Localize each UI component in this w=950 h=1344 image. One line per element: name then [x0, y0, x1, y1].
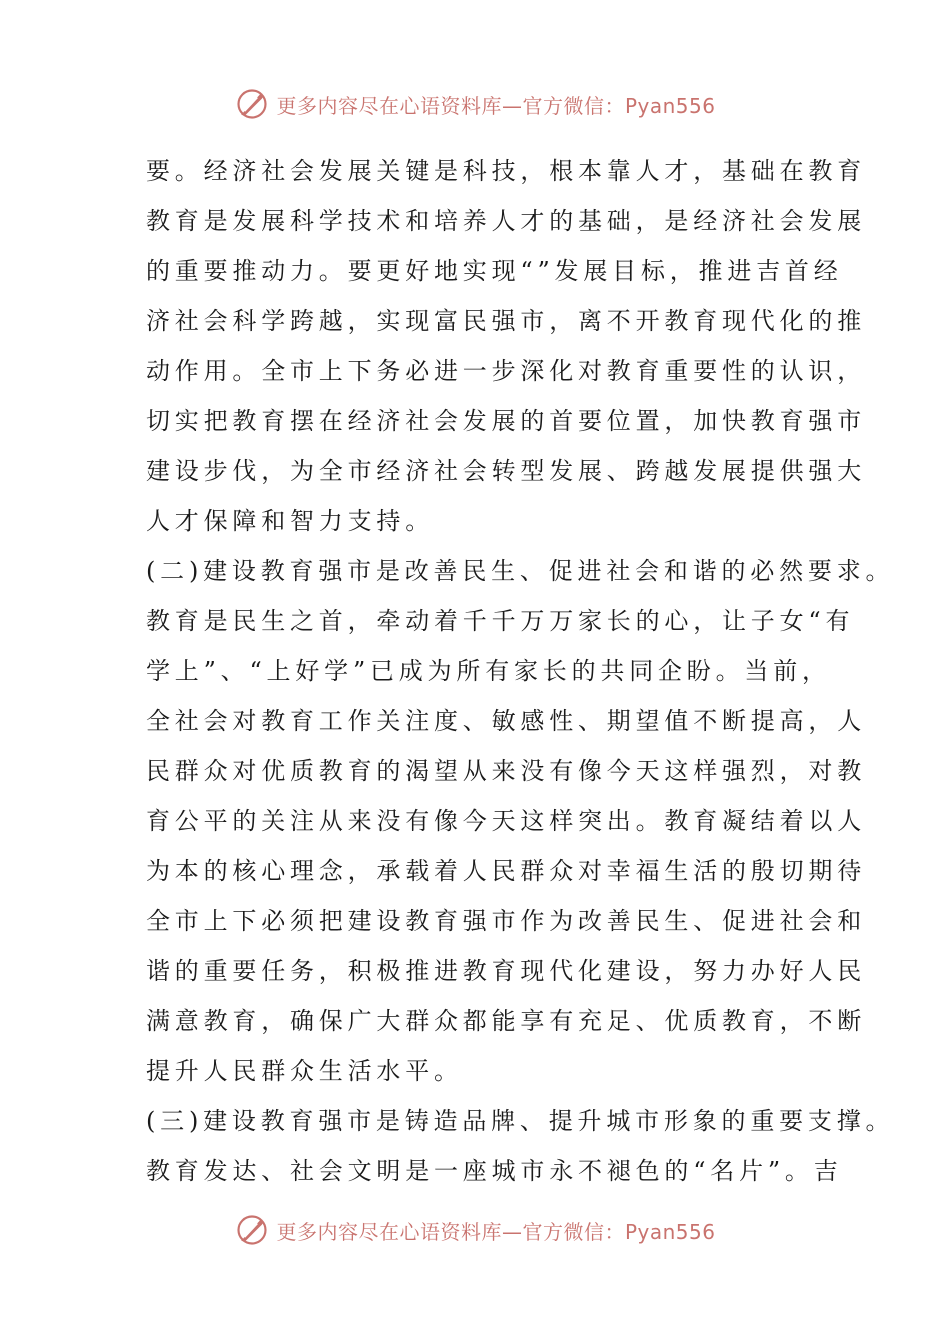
text-line: 教育发达、社会文明是一座城市永不褪色的“名片”。吉 — [146, 1157, 843, 1185]
text-line: 提升人民群众生活水平。 — [146, 1057, 463, 1085]
text-line: 切实把教育摆在经济社会发展的首要位置，加快教育强市 — [146, 407, 866, 435]
quill-logo-icon — [234, 1212, 270, 1248]
watermark-text: 更多内容尽在心语资料库—官方微信：Pyan556 — [276, 93, 716, 118]
text-line: 谐的重要任务，积极推进教育现代化建设，努力办好人民 — [146, 957, 866, 985]
text-line: 人才保障和智力支持。 — [146, 507, 434, 535]
document-body — [146, 146, 895, 1196]
section-heading: (三)建设教育强市是铸造品牌、提升城市形象的重要支撑。 — [146, 1107, 895, 1135]
text-line: 育公平的关注从来没有像今天这样突出。教育凝结着以人 — [146, 807, 866, 835]
watermark-text: 更多内容尽在心语资料库—官方微信：Pyan556 — [276, 1219, 716, 1244]
header-watermark — [0, 82, 950, 126]
text-line: 为本的核心理念，承载着人民群众对幸福生活的殷切期待 — [146, 857, 866, 885]
text-line: 民群众对优质教育的渴望从来没有像今天这样强烈，对教 — [146, 757, 866, 785]
text-line: 建设步伐，为全市经济社会转型发展、跨越发展提供强大 — [146, 457, 866, 485]
quill-logo-icon — [234, 86, 270, 122]
text-line: 满意教育，确保广大群众都能享有充足、优质教育，不断 — [146, 1007, 866, 1035]
text-line: 要。经济社会发展关键是科技，根本靠人才，基础在教育 — [146, 157, 866, 185]
text-line: 学上”、“上好学”已成为所有家长的共同企盼。当前， — [146, 657, 831, 685]
text-line: 济社会科学跨越，实现富民强市，离不开教育现代化的推 — [146, 307, 866, 335]
text-line: 动作用。全市上下务必进一步深化对教育重要性的认识， — [146, 357, 866, 385]
section-heading: (二)建设教育强市是改善民生、促进社会和谐的必然要求。 — [146, 557, 895, 585]
text-line: 全市上下必须把建设教育强市作为改善民生、促进社会和 — [146, 907, 866, 935]
text-line: 的重要推动力。要更好地实现“”发展目标，推进吉首经 — [146, 257, 843, 285]
footer-watermark — [0, 1208, 950, 1252]
text-line: 教育是民生之首，牵动着千千万万家长的心，让子女“有 — [146, 607, 855, 635]
text-line: 教育是发展科学技术和培养人才的基础，是经济社会发展 — [146, 207, 866, 235]
text-line: 全社会对教育工作关注度、敏感性、期望值不断提高，人 — [146, 707, 866, 735]
